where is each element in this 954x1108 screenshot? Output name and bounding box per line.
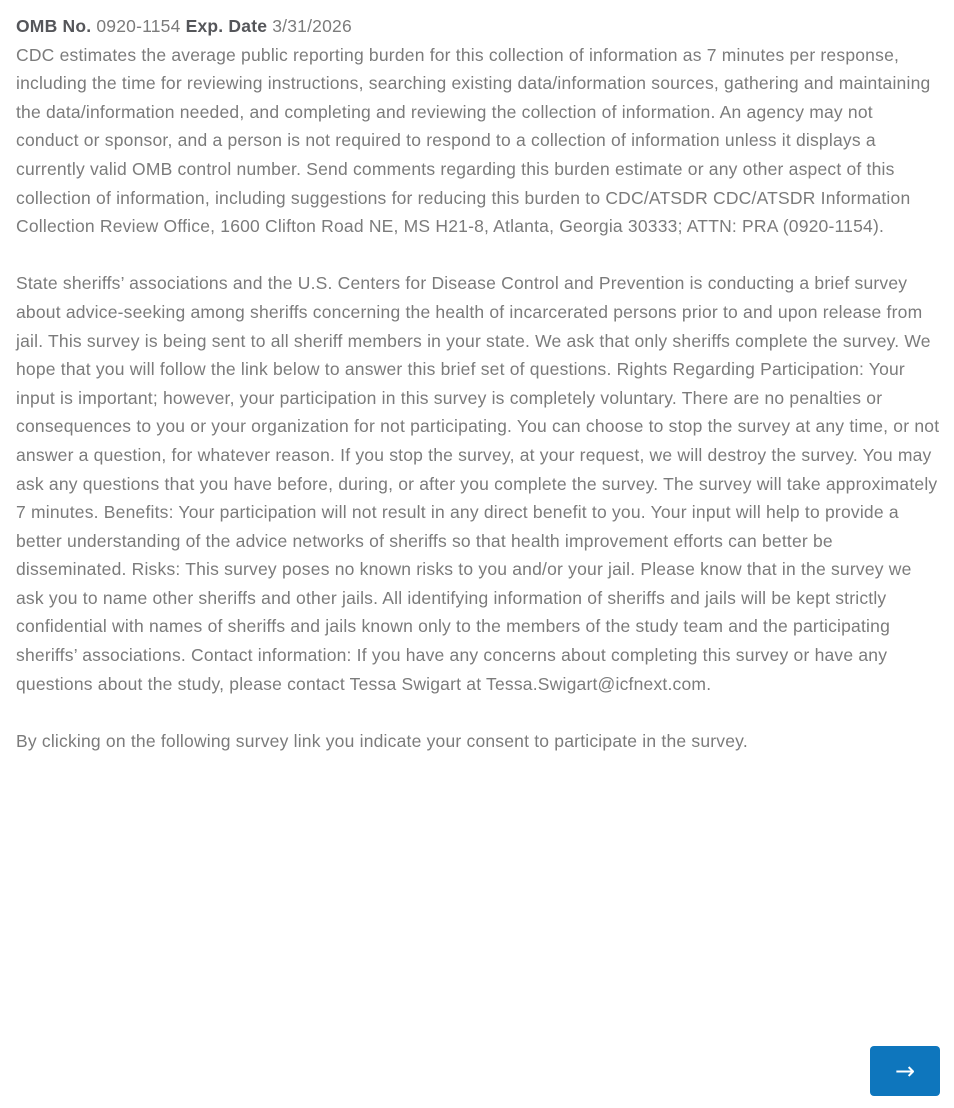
survey-description-paragraph: State sheriffs’ associations and the U.S. Centers for Disease Control and Prevention is conducting a brief survey about advice-seeking among sheriffs concerning the health of incarcerated persons prior to and upon release from jail. This survey is being sent to all sheriff members in your state. We ask that only sheriffs complete the survey. We hope that you will follow the link below to answer this brief set of questions. Rights Regarding Participation: Your input is important; however, your participation in this survey is completely voluntary. There are no penalties or consequences to you or your organization for not participating. You can choose to stop the survey at any time, or not answer a question, for whatever reason. If you stop the survey, at your request, we will destroy the survey. You may ask any questions that you have before, during, or after you complete the survey. The survey will take approximately 7 minutes. Benefits: Your participation will not result in any direct benefit to you. Your input will help to provide a better understanding of the advice networks of sheriffs so that health improvement efforts can better be disseminated. Risks: This survey poses no known risks to you and/or your jail. Please know that in the survey we ask you to name other sheriffs and other jails. All identifying information of sheriffs and jails will be kept strictly confidential with names of sheriffs and jails known only to the members of the study team and the participating sheriffs’ associations. Contact information: If you have any concerns about completing this survey or have any questions about the study, please contact Tessa Swigart at Tessa.Swigart@icfnext.com. [16,273,940,694]
consent-line: By clicking on the following survey link you indicate your consent to participate in the survey. [16,730,748,751]
next-button[interactable] [870,1046,940,1096]
burden-statement-paragraph: CDC estimates the average public reporting burden for this collection of information as 7 minutes per response, including the time for reviewing instructions, searching existing data/information sources, gathering and maintaining the data/information needed, and completing and reviewing the collection of information. An agency may not conduct or sponsor, and a person is not required to respond to a collection of information unless it displays a currently valid OMB control number. Send comments regarding this burden estimate or any other aspect of this collection of information, including suggestions for reducing this burden to CDC/ATSDR CDC/ATSDR Information Collection Review Office, 1600 Clifton Road NE, MS H21-8, Atlanta, Georgia 30333; ATTN: PRA (0920-1154). [16,44,931,237]
survey-text-block [16,12,940,784]
omb-no-label: OMB No. [16,16,92,36]
right-arrow-icon: → [894,1057,916,1085]
exp-date-value: 3/31/2026 [272,16,352,36]
omb-line [16,12,940,41]
exp-date-label: Exp. Date [185,16,268,36]
omb-no-value: 0920-1154 [96,16,181,36]
